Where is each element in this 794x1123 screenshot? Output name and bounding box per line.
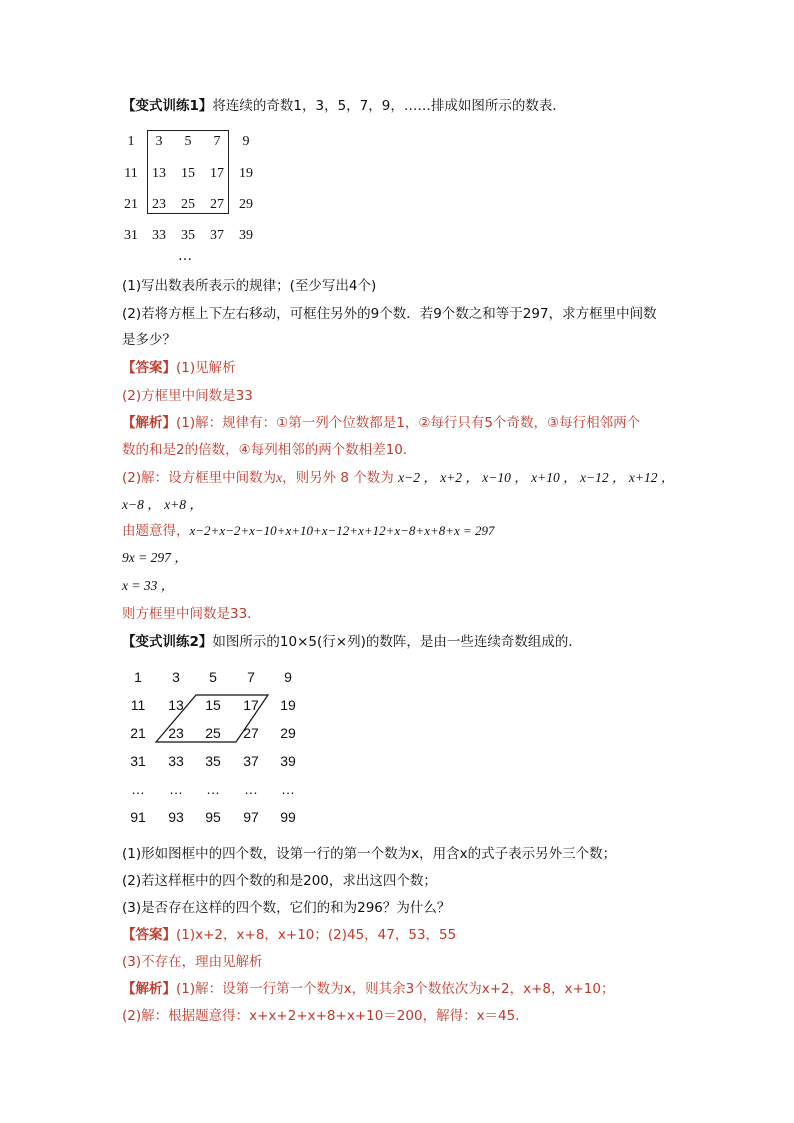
exercise1-analysis5: x = 33 ， [122,578,175,593]
exercise1-cell-r3-c2: 23 [152,197,166,212]
exercise1-cell-r4-c2: 33 [152,228,166,243]
exercise1-cell-r1-c2: 3 [155,134,163,149]
exercise2-analysis2: (2)解：根据题意得：x+x+2+x+8+x+10＝200，解得：x＝45． [122,1008,529,1024]
exercise1-cell-r3-c3: 25 [181,197,195,212]
exercise1-question1: (1)写出数表所表示的规律；(至少写出4个) [122,278,377,294]
exercise2-question2: (2)若这样框中的四个数的和是200，求出这四个数； [122,873,437,889]
exercise1-analysis3-equation: x−2+x−2+x−10+x+10+x−12+x+12+x−8+x+8+x = 297 [189,523,495,538]
exercise2-cell-r5-c2: … [169,781,183,797]
exercise1-cell-r2-c4: 17 [210,166,224,181]
exercise1-analysis2-var: x [276,470,283,485]
exercise2-answer2: (3)不存在，理由见解析 [122,954,263,970]
exercise1-cell-r4-c4: 37 [210,228,224,243]
exercise2-cell-r3-c3: 25 [205,725,221,741]
exercise2-cell-r5-c5: … [281,781,295,797]
exercise1-cell-r3-c5: 29 [239,197,253,212]
exercise1-cell-r1-c4: 7 [213,134,221,149]
exercise1-cell-r3-c4: 27 [210,197,224,212]
exercise1-analysis2-text2: ，则另外 8 个数为 [282,470,394,486]
exercise2-analysis-tag: 【解析】 [122,981,176,997]
exercise2-cell-r2-c2: 13 [168,697,184,713]
exercise2-cell-r1-c1: 1 [134,669,142,685]
exercise1-answer1: (1)见解析 [176,360,236,376]
exercise1-analysis1a: (1)解：规律有：①第一列个位数都是1，②每行只有5个奇数，③每行相邻两个 [176,415,641,431]
exercise1-cell-r1-c1: 1 [127,134,135,149]
exercise2-cell-r6-c3: 95 [205,809,221,825]
exercise1-cell-r3-c1: 21 [124,197,138,212]
exercise1-cell-r4-c3: 35 [181,228,195,243]
exercise1-question2-line2: 是多少？ [122,332,176,348]
exercise1-cell-r2-c2: 13 [152,166,166,181]
exercise2-question3: (3)是否存在这样的四个数，它们的和为296？为什么？ [122,900,451,916]
exercise2-answer1: (1)x+2，x+8，x+10；(2)45，47，53，55 [176,927,457,943]
exercise2-cell-r6-c1: 91 [130,809,146,825]
exercise2-cell-r3-c4: 27 [243,725,259,741]
exercise1-cell-r4-c1: 31 [124,228,138,243]
exercise2-cell-r5-c1: … [131,781,145,797]
exercise1-analysis-tag: 【解析】 [122,415,176,431]
exercise1-answer2: (2)方框里中间数是33 [122,388,253,404]
exercise2-analysis1: (1)解：设第一行第一个数为x，则其余3个数依次为x+2，x+8，x+10； [176,981,615,997]
exercise2-cell-r1-c2: 3 [172,669,180,685]
exercise1-analysis2-text: (2)解：设方框里中间数为 [122,470,277,486]
exercise2-cell-r4-c4: 37 [243,753,259,769]
exercise1-analysis3-text: 由题意得， [122,523,190,539]
exercise2-cell-r3-c2: 23 [168,725,184,741]
exercise1-answer-tag: 【答案】 [122,360,176,376]
exercise2-cell-r1-c4: 7 [247,669,255,685]
exercise1-table-ellipsis: … [178,248,192,264]
exercise2-cell-r5-c3: … [206,781,220,797]
exercise1-cell-r1-c5: 9 [242,134,250,149]
exercise1-analysis1-line2: 数的和是2的倍数，④每列相邻的两个数相差10． [122,442,417,458]
exercise1-analysis6: 则方框里中间数是33． [122,606,261,622]
exercise2-analysis1-line [122,980,614,998]
exercise2-cell-r4-c5: 39 [280,753,296,769]
exercise2-cell-r2-c5: 19 [280,697,296,713]
exercise1-cell-r2-c3: 15 [181,166,195,181]
parallelogram-shape [156,695,268,742]
exercise2-cell-r3-c1: 21 [130,725,146,741]
exercise2-cell-r4-c3: 35 [205,753,221,769]
exercise2-cell-r2-c3: 15 [205,697,221,713]
exercise2-cell-r5-c4: … [244,781,258,797]
exercise2-cell-r1-c5: 9 [284,669,292,685]
exercise2-cell-r4-c2: 33 [168,753,184,769]
exercise2-answer1-line [122,926,456,944]
exercise2-cell-r1-c3: 5 [209,669,217,685]
exercise1-cell-r2-c1: 11 [124,166,138,181]
exercise2-intro: 如图所示的10×5(行×列)的数阵，是由一些连续奇数组成的． [212,634,582,650]
exercise1-cell-r4-c5: 39 [239,228,253,243]
exercise2-cell-r2-c1: 11 [130,697,146,713]
exercise2-cell-r2-c4: 17 [243,697,259,713]
exercise2-cell-r6-c2: 93 [168,809,184,825]
exercise1-cell-r2-c5: 19 [239,166,253,181]
exercise1-analysis2-exprs: x−2 ， x+2 ， x−10 ， x+10 ， x−12 ， x+12 ， [398,470,675,485]
exercise1-intro: 将连续的奇数1，3，5，7，9，……排成如图所示的数表． [212,98,566,114]
exercise1-analysis2-line2: x−8 ， x+8 ， [122,497,203,512]
exercise1-cell-r1-c3: 5 [184,134,192,149]
exercise1-tag: 【变式训练1】 [122,98,213,114]
exercise2-answer-tag: 【答案】 [122,927,176,943]
exercise2-cell-r6-c4: 97 [243,809,259,825]
exercise2-cell-r3-c5: 29 [280,725,296,741]
exercise2-question1: (1)形如图框中的四个数，设第一行的第一个数为x，用含x的式子表示另外三个数； [122,846,617,862]
exercise2-cell-r6-c5: 99 [280,809,296,825]
exercise2-tag: 【变式训练2】 [122,634,213,650]
exercise2-cell-r4-c1: 31 [130,753,146,769]
exercise1-analysis4: 9x = 297 ， [122,550,188,565]
exercise1-question2-line1: (2)若将方框上下左右移动，可框住另外的9个数．若9个数之和等于297，求方框里中间数 [122,306,657,322]
